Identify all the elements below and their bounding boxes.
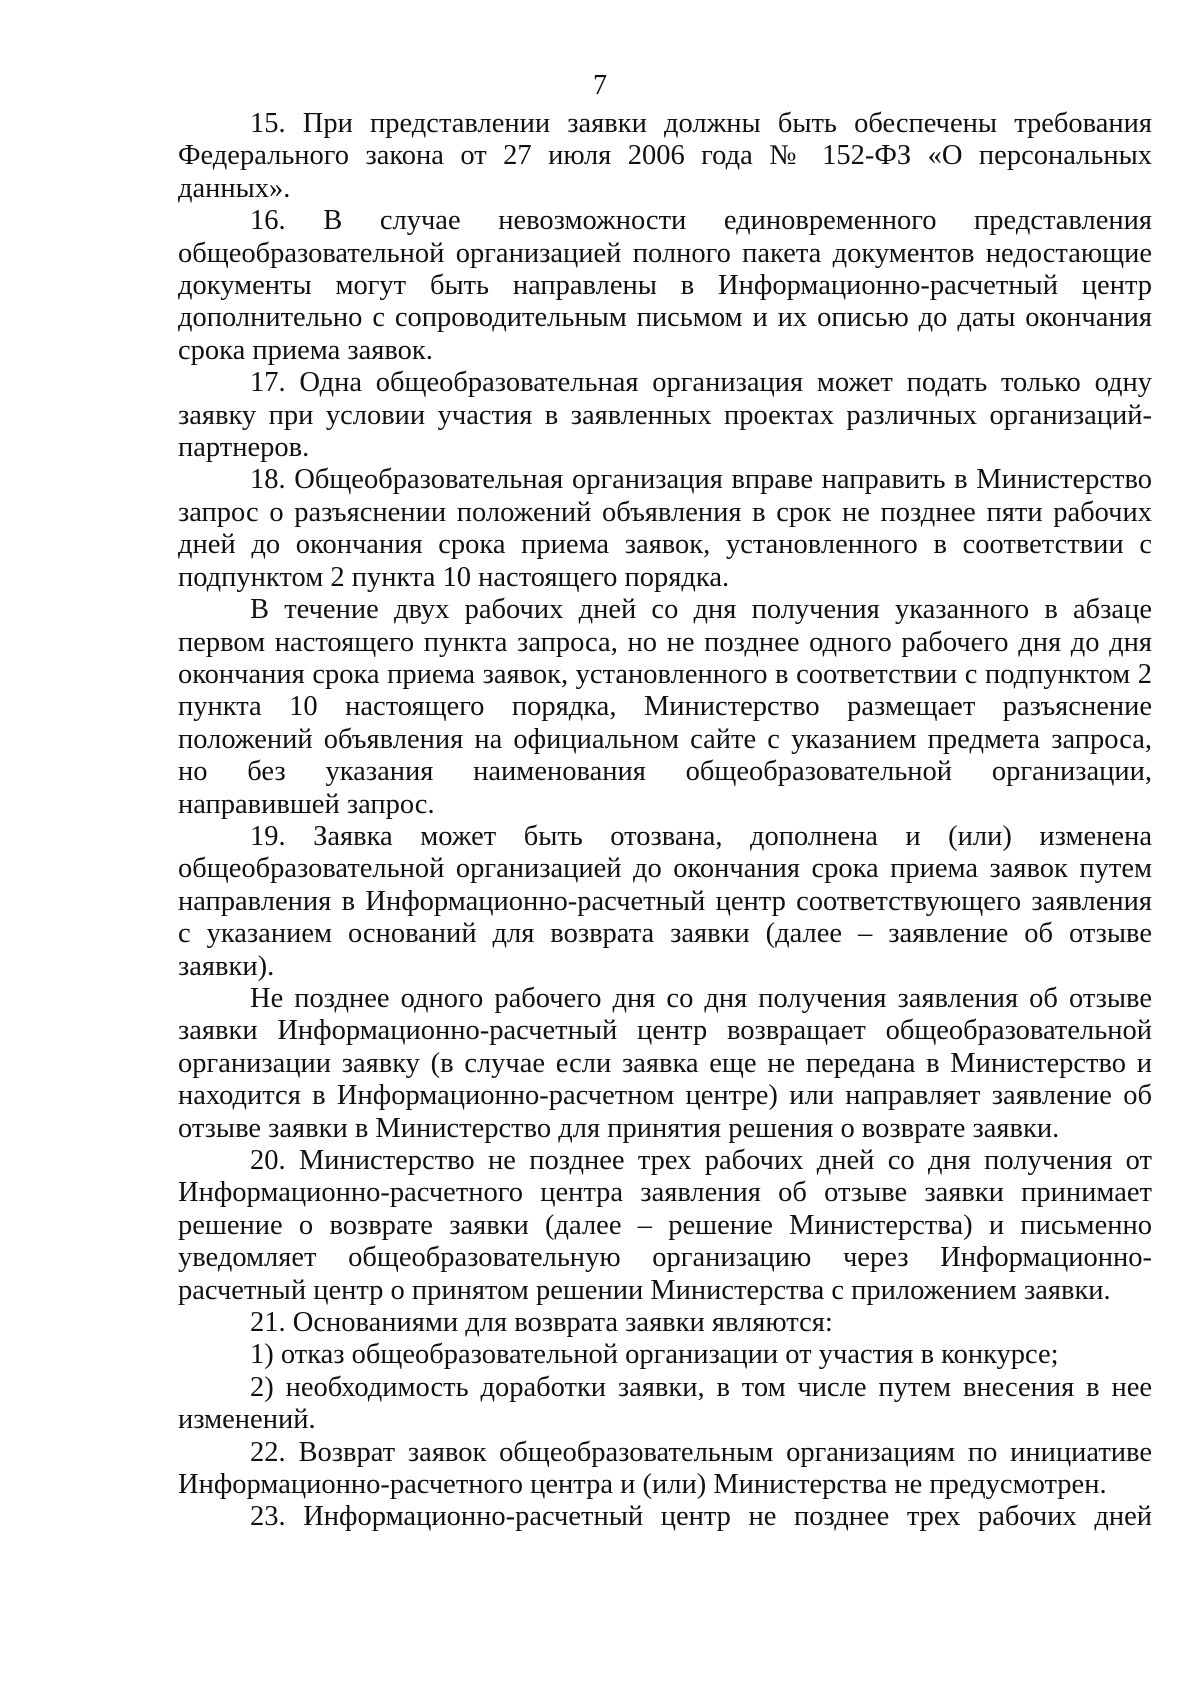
paragraph-17: 17. Одна общеобразовательная организация может подать только одну заявку при условии участия в заявленных проектах различных организаций-партнеров. bbox=[178, 367, 1152, 464]
paragraph-20: 20. Министерство не позднее трех рабочих дней со дня получения от Информационно-расчетного центра заявления об отзыве заявки принимает решение о возврате заявки (далее – решение Министерства) и письменно уведомляет общеобразовательную организацию через Информационно-расчетный центр о принятом решении Министерства с приложением заявки. bbox=[178, 1145, 1152, 1306]
paragraph-23: 23. Информационно-расчетный центр не позднее трех рабочих дней bbox=[250, 1501, 1152, 1533]
paragraph-21-item-2: 2) необходимость доработки заявки, в том числе путем внесения в нее изменений. bbox=[178, 1371, 1152, 1436]
paragraph-16: 16. В случае невозможности единовременного представления общеобразовательной организацией полного пакета документов недостающие документы могут быть направлены в Информационно-расчетный центр дополнительно с сопроводительным письмом и их описью до даты окончания срока приема заявок. bbox=[178, 205, 1152, 366]
paragraph-19-second: Не позднее одного рабочего дня со дня получения заявления об отзыве заявки Информационно-расчетный центр возвращает общеобразовательной организации заявку (в случае если заявка еще не передана в Министерство и находится в Информационно-расчетном центре) или направляет заявление об отзыве заявки в Министерство для принятия решения о возврате заявки. bbox=[178, 982, 1152, 1144]
paragraph-19: 19. Заявка может быть отозвана, дополнена и (или) изменена общеобразовательной организацией до окончания срока приема заявок путем направления в Информационно-расчетный центр соответствующего заявления с указанием оснований для возврата заявки (далее – заявление об отзыве заявки). bbox=[178, 820, 1152, 982]
page-number: 7 bbox=[593, 70, 607, 101]
paragraph-15: 15. При представлении заявки должны быть обеспечены требования Федерального закона от 27 июля 2006 года № 152-ФЗ «О персональных данных». bbox=[178, 108, 1152, 204]
paragraph-21-item-1: 1) отказ общеобразовательной организации от участия в конкурсе; bbox=[250, 1339, 1059, 1371]
paragraph-21: 21. Основаниями для возврата заявки являются: bbox=[250, 1307, 833, 1339]
paragraph-22: 22. Возврат заявок общеобразовательным организациям по инициативе Информационно-расчетного центра и (или) Министерства не предусмотрен. bbox=[178, 1436, 1152, 1501]
paragraph-18-second: В течение двух рабочих дней со дня получения указанного в абзаце первом настоящего пункта запроса, но не позднее одного рабочего дня до дня окончания срока приема заявок, установленного в соответствии с подпунктом 2 пункта 10 настоящего порядка, Министерство размещает разъяснение положений объявления на официальном сайте с указанием предмета запроса, но без указания наименования общеобразовательной организации, направившей запрос. bbox=[178, 594, 1152, 820]
document-body bbox=[178, 108, 1152, 1534]
paragraph-18: 18. Общеобразовательная организация вправе направить в Министерство запрос о разъяснении положений объявления в срок не позднее пяти рабочих дней до окончания срока приема заявок, установленного в соответствии с подпунктом 2 пункта 10 настоящего порядка. bbox=[178, 464, 1152, 593]
